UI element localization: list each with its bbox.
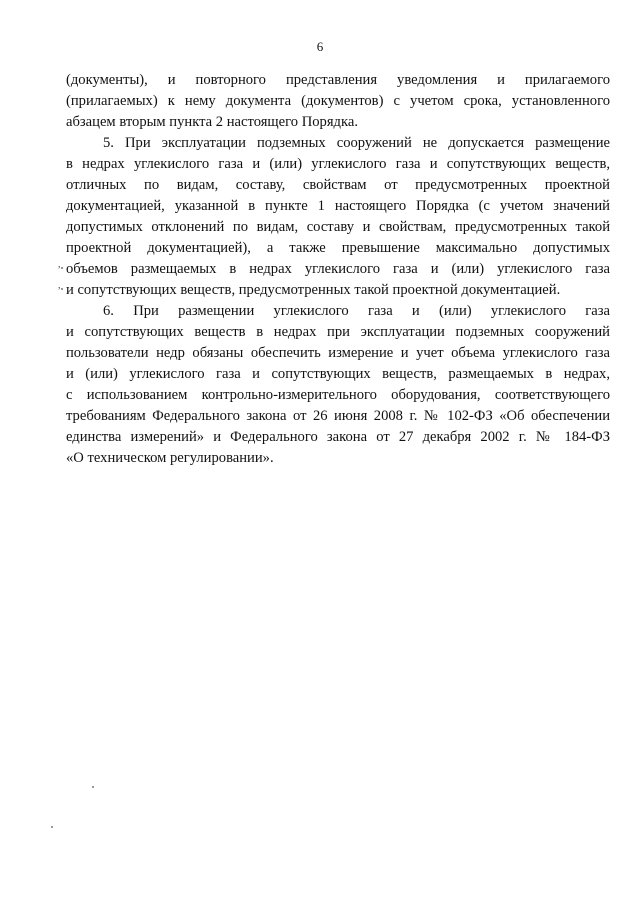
- text-line: и сопутствующих веществ в недрах при эксплуатации подземных сооружений: [66, 324, 610, 340]
- page-number: 6: [316, 39, 324, 54]
- margin-mark: ,: [58, 259, 61, 270]
- paragraph-item-6: [66, 301, 610, 469]
- text-line: объемов размещаемых в недрах углекислого газа и (или) углекислого газа: [66, 261, 610, 277]
- scan-speck: [61, 288, 63, 290]
- text-line: в недрах углекислого газа и (или) углекислого газа и сопутствующих веществ,: [66, 156, 610, 172]
- scan-speck: [61, 267, 63, 269]
- text-line: требованиям Федерального закона от 26 июня 2008 г. № 102-ФЗ «Об обеспечении: [66, 408, 610, 424]
- text-line: отличных по видам, составу, свойствам от предусмотренных проектной: [66, 177, 610, 193]
- text-line: абзацем вторым пункта 2 настоящего Порядка.: [66, 114, 358, 130]
- margin-mark: ,: [58, 280, 61, 291]
- text-line: «О техническом регулировании».: [66, 450, 274, 466]
- text-line: проектной документацией), а также превышение максимально допустимых: [66, 240, 610, 256]
- text-line: единства измерений» и Федерального закона от 27 декабря 2002 г. № 184-ФЗ: [66, 429, 610, 445]
- text-line: документацией, указанной в пункте 1 настоящего Порядка (с учетом значений: [66, 198, 610, 214]
- text-line: допустимых отклонений по видам, составу и свойствам, предусмотренных такой: [66, 219, 610, 235]
- text-line: с использованием контрольно-измерительного оборудования, соответствующего: [66, 387, 610, 403]
- text-line: 6. При размещении углекислого газа и (или) углекислого газа: [103, 303, 610, 319]
- scan-speck: [51, 826, 53, 828]
- text-line: и (или) углекислого газа и сопутствующих веществ, размещаемых в недрах,: [66, 366, 610, 382]
- paragraph-item-5: [66, 133, 610, 301]
- text-line: (прилагаемых) к нему документа (документов) с учетом срока, установленного: [66, 93, 610, 109]
- text-line: (документы), и повторного представления уведомления и прилагаемого: [66, 72, 610, 88]
- document-body: [66, 70, 610, 469]
- text-line: и сопутствующих веществ, предусмотренных такой проектной документацией.: [66, 282, 561, 298]
- scan-speck: [92, 786, 94, 788]
- text-line: 5. При эксплуатации подземных сооружений не допускается размещение: [103, 135, 610, 151]
- paragraph-continuation: [66, 70, 610, 133]
- text-line: пользователи недр обязаны обеспечить измерение и учет объема углекислого газа: [66, 345, 610, 361]
